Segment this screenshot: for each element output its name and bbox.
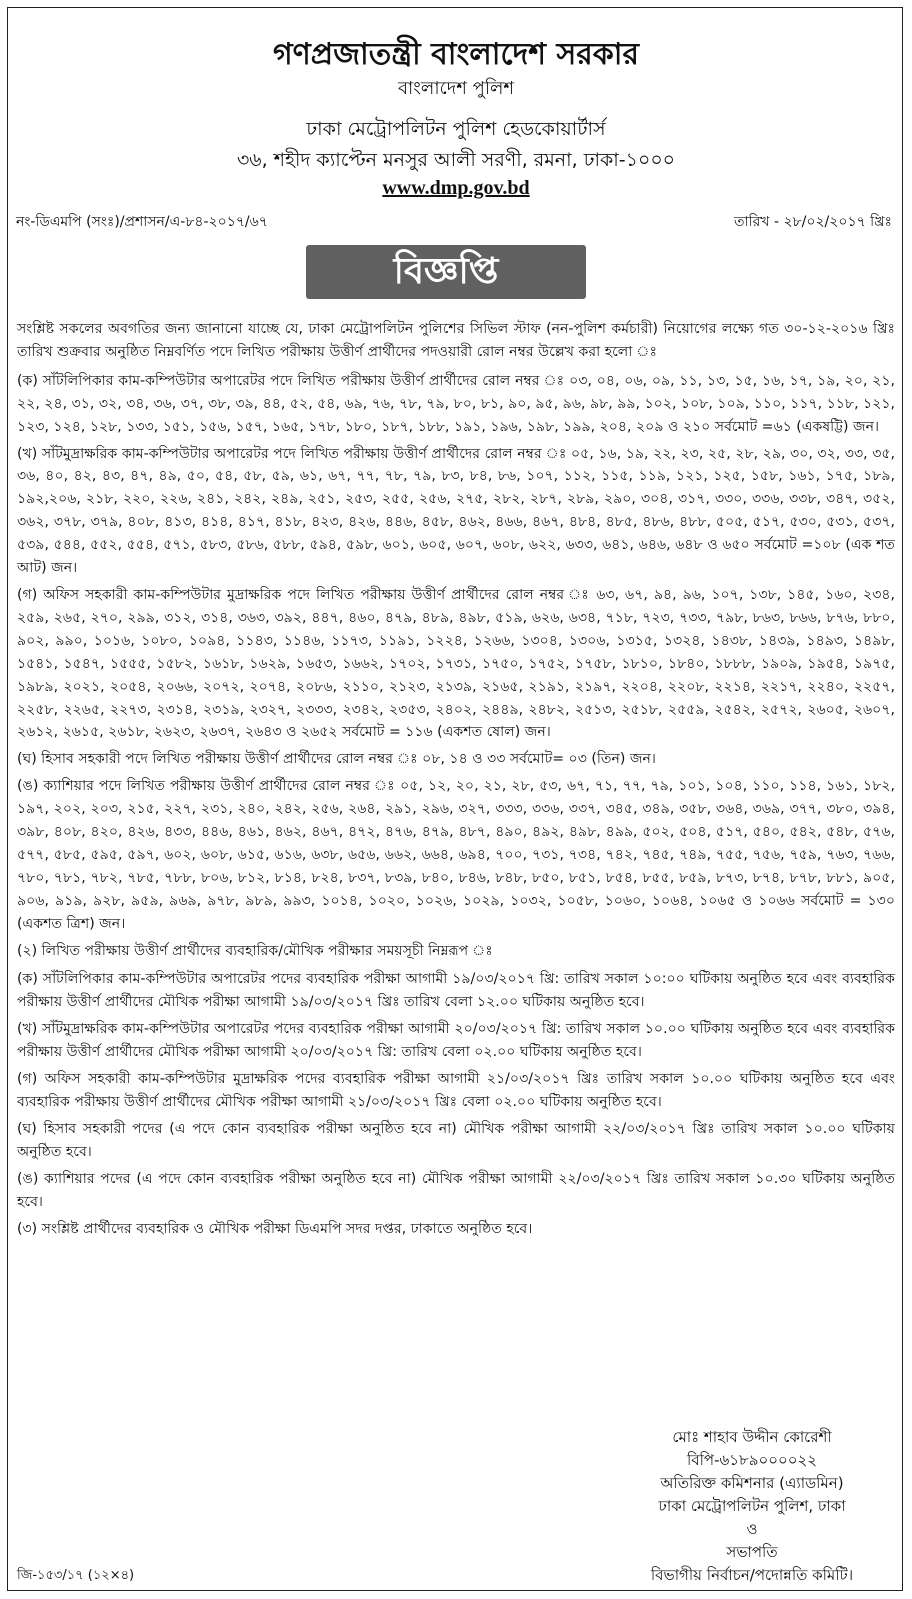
signatory-office: ঢাকা মেট্রোপলিটন পুলিশ, ঢাকা [658, 1497, 846, 1515]
memo-date: তারিখ - ২৮/০২/২০১৭ খ্রিঃ [734, 214, 892, 230]
schedule-item-gha: (ঘ) হিসাব সহকারী পদের (এ পদে কোন ব্যবহারিক পরীক্ষা অনুষ্ঠিত হবে না) মৌখিক পরীক্ষা আগামী ২২/০৩/২০১৭ খ্রিঃ তারিখ সকাল ১০.০০ ঘটিকায় অনুষ্ঠিত হবে। [17, 1120, 895, 1160]
signatory-designation: অতিরিক্ত কমিশনার (এ্যাডমিন) [660, 1474, 844, 1492]
government-title: গণপ্রজাতন্ত্রী বাংলাদেশ সরকার [273, 37, 639, 72]
footer-code: জি-১৫৩/১৭ (১২×৪) [17, 1568, 135, 1583]
notice-banner: বিজ্ঞপ্তি [306, 245, 586, 299]
signatory-bp: বিপি-৬১৮৯০০০০২২ [687, 1451, 817, 1469]
list-item-kha: (খ) সাঁটমুদ্রাক্ষরিক কাম-কম্পিউটার অপারেটর পদে লিখিত পরীক্ষায় উত্তীর্ণ প্রার্থীদের রোল নম্বর ঃ ০৫, ১৬, ১৯, ২২, ২৩, ২৫, ২৮, ২৯, ৩০, ৩২, ৩৩, ৩৫, ৩৬, ৪০, ৪২, ৪৩, ৪৭, ৪৯, ৫০, ৫৪, ৫৮, ৫৯, ৬১, ৬৭, ৭৭, ৭৮, ৭৯, ৮৩, ৮৪, ৮৬, ১০৭, ১১২, ১১৫, ১১৯, ১২১, ১২৫, ১৫৮, ১৬১, ১৭৫, ১৮৯, ১৯২,২০৬, ২১৮, ২২০, ২২৬, ২৪১, ২৪২, ২৪৯, ২৫১, ২৫৩, ২৫৫, ২৫৬, ২৭৫, ২৮২, ২৮৭, ২৮৯, ২৯০, ৩০৪, ৩১৭, ৩৩০, ৩৩৬, ৩৩৮, ৩৪৭, ৩৫২, ৩৬২, ৩৭৮, ৩৭৯, ৪০৮, ৪১৩, ৪১৪, ৪১৭, ৪১৮, ৪২৩, ৪২৬, ৪৪৬, ৪৫৮, ৪৬২, ৪৬৬, ৪৬৭, ৪৮৪, ৪৮৫, ৪৮৬, ৪৮৮, ৫০৫, ৫১৭, ৫৩০, ৫৩১, ৫৩৭, ৫৩৯, ৫৪৪, ৫৫২, ৫৫৪, ৫৭১, ৫৮৩, ৫৮৬, ৫৮৮, ৫৯৪, ৫৯৮, ৬০১, ৬০৫, ৬০৭, ৬০৮, ৬২২, ৬৩৩, ৬৪১, ৬৪৬, ৬৪৮ ও ৬৫০ সর্বমোট =১০৮ (এক শত আট) জন। [17, 445, 895, 577]
venue-note: (৩) সংশ্লিষ্ট প্রার্থীদের ব্যবহারিক ও মৌখিক পরীক্ষা ডিএমপি সদর দপ্তর, ঢাকাতে অনুষ্ঠিত হবে। [17, 1220, 533, 1237]
list-item-gha: (ঘ) হিসাব সহকারী পদে লিখিত পরীক্ষায় উত্তীর্ণ প্রার্থীদের রোল নম্বর ঃ ০৮, ১৪ ও ৩৩ সর্বমোট= ০৩ (তিন) জন। [17, 751, 656, 768]
signatory-committee: বিভাগীয় নির্বাচন/পদোন্নতি কমিটি। [650, 1566, 854, 1584]
hq-title: ঢাকা মেট্রোপলিটন পুলিশ হেডকোয়ার্টার্স [306, 118, 606, 140]
schedule-item-ka: (ক) সাঁটলিপিকার কাম-কম্পিউটার অপারেটর পদের ব্যবহারিক পরীক্ষা আগামী ১৯/০৩/২০১৭ খ্রি: তারিখ সকাল ১০:০০ ঘটিকায় অনুষ্ঠিত হবে এবং ব্যবহারিক পরীক্ষায় উত্তীর্ণ প্রার্থীদের মৌখিক পরীক্ষা আগামী ১৯/০৩/২০১৭ খ্রিঃ তারিখ বেলা ১২.০০ ঘটিকায় অনুষ্ঠিত হবে। [17, 971, 895, 1011]
signature-block [622, 1426, 882, 1587]
schedule-item-umo: (ঙ) ক্যাশিয়ার পদের (এ পদে কোন ব্যবহারিক পরীক্ষা অনুষ্ঠিত হবে না) মৌখিক পরীক্ষা আগামী ২২/০৩/২০১৭ খ্রিঃ তারিখ সকাল ১০.৩০ ঘটিকায় অনুষ্ঠিত হবে। [17, 1170, 895, 1210]
list-item-ka: (ক) সাঁটলিপিকার কাম-কম্পিউটার অপারেটর পদে লিখিত পরীক্ষায় উত্তীর্ণ প্রার্থীদের রোল নম্বর ঃ ০৩, ০৪, ০৬, ০৯, ১১, ১৩, ১৫, ১৬, ১৭, ১৯, ২০, ২১, ২২, ২৪, ৩১, ৩২, ৩৪, ৩৬, ৩৭, ৩৮, ৩৯, ৪৪, ৫২, ৫৪, ৬৯, ৭৬, ৭৮, ৭৯, ৮০, ৮১, ৯০, ৯৫, ৯৬, ৯৮, ৯৯, ১০২, ১০৮, ১০৯, ১১০, ১১৭, ১১৮, ১২১, ১২৩, ১২৪, ১২৮, ১৩৩, ১৫১, ১৫৬, ১৫৭, ১৬৫, ১৭৮, ১৮০, ১৮৭, ১৮৮, ১৯১, ১৯৬, ১৯৮, ১৯৯, ২০৪, ২০৯ ও ২১০ সর্বমোট =৬১ (একষট্টি) জন। [17, 372, 895, 435]
notice-body [17, 318, 895, 1246]
list-item-ga: (গ) অফিস সহকারী কাম-কম্পিউটার মুদ্রাক্ষরিক পদে লিখিত পরীক্ষায় উত্তীর্ণ প্রার্থীদের রোল নম্বর ঃ ৬৩, ৬৭, ৯৪, ৯৬, ১০৭, ১৩৮, ১৪৫, ১৬০, ২৩৪, ২৫৯, ২৬৫, ২৭০, ২৯৯, ৩১২, ৩১৪, ৩৬৩, ৩৯২, ৪৪৭, ৪৬০, ৪৭৯, ৪৮৯, ৪৯৮, ৫১৯, ৬২৬, ৬৩৪, ৭১৮, ৭২৩, ৭৩৩, ৭৯৮, ৮৬৩, ৮৬৬, ৮৭৬, ৮৮০, ৯০২, ৯৯০, ১০১৬, ১০৮০, ১০৯৪, ১১৪৩, ১১৪৬, ১১৭৩, ১১৯১, ১২২৪, ১২৬৬, ১৩০৪, ১৩০৬, ১৩১৫, ১৩২৪, ১৪৩৮, ১৪৩৯, ১৪৯৩, ১৪৯৮, ১৫৪১, ১৫৪৭, ১৫৫৫, ১৫৮২, ১৬১৮, ১৬২৯, ১৬৫৩, ১৬৬২, ১৭০২, ১৭৩১, ১৭৫০, ১৭৫২, ১৭৫৮, ১৮১০, ১৮৪০, ১৮৮৮, ১৯০৯, ১৯৫৪, ১৯৭৫, ১৯৮৯, ২০২১, ২০৫৪, ২০৬৬, ২০৭২, ২০৭৪, ২০৮৬, ২১১০, ২১২৩, ২১৩৯, ২১৬৫, ২১৯১, ২১৯৭, ২২০৪, ২২০৮, ২২১৪, ২২১৭, ২২৪০, ২২৫৭, ২২৫৮, ২২৬৫, ২২৭৩, ২৩১৪, ২৩১৯, ২৩২৭, ২৩৩৩, ২৩৪২, ২৩৫৩, ২৪০২, ২৪৪৯, ২৪৮২, ২৫১৩, ২৫১৮, ২৫৫৯, ২৫৪২, ২৫৭২, ২৬০৫, ২৬০৭, ২৬১২, ২৬১৫, ২৬১৮, ২৬২৩, ২৬৩৭, ২৬৪৩ ও ২৬৫২ সর্বমোট = ১১৬ (একশত ষোল) জন। [17, 586, 895, 741]
schedule-item-kha: (খ) সাঁটমুদ্রাক্ষরিক কাম-কম্পিউটার অপারেটর পদের ব্যবহারিক পরীক্ষা আগামী ২০/০৩/২০১৭ খ্রি: তারিখ সকাল ১০.০০ ঘটিকায় অনুষ্ঠিত হবে এবং ব্যবহারিক পরীক্ষায় উত্তীর্ণ প্রার্থীদের মৌখিক পরীক্ষা আগামী ২০/০৩/২০১৭ খ্রি: তারিখ বেলা ০২.০০ ঘটিকায় অনুষ্ঠিত হবে। [17, 1021, 895, 1061]
signatory-name: মোঃ শাহাব উদ্দীন কোরেশী [672, 1428, 832, 1446]
schedule-heading: (২) লিখিত পরীক্ষায় উত্তীর্ণ প্রার্থীদের ব্যবহারিক/মৌখিক পরীক্ষার সময়সূচী নিম্নরূপ ঃ [17, 942, 493, 959]
signatory-role: সভাপতি [726, 1543, 778, 1561]
website-link[interactable]: www.dmp.gov.bd [382, 177, 530, 199]
schedule-item-ga: (গ) অফিস সহকারী কাম-কম্পিউটার মুদ্রাক্ষরিক পদের ব্যবহারিক পরীক্ষা আগামী ২১/০৩/২০১৭ খ্রিঃ তারিখ সকাল ১০.০০ ঘটিকায় অনুষ্ঠিত হবে এবং ব্যবহারিক পরীক্ষায় উত্তীর্ণ প্রার্থীদের মৌখিক পরীক্ষা আগামী ২১/০৩/২০১৭ খ্রিঃ বেলা ০২.০০ ঘটিকায় অনুষ্ঠিত হবে। [17, 1071, 895, 1110]
intro-paragraph: সংশ্লিষ্ট সকলের অবগতির জন্য জানানো যাচ্ছে যে, ঢাকা মেট্রোপলিটন পুলিশের সিভিল স্টাফ (নন-পুলিশ কর্মচারী) নিয়োগের লক্ষ্যে গত ৩০-১২-২০১৬ খ্রিঃ তারিখ শুক্রবার অনুষ্ঠিত নিম্নবর্ণিত পদে লিখিত পরীক্ষায় উত্তীর্ণ প্রার্থীদের পদওয়ারী রোল নম্বর উল্লেখ করা হলো ঃ [17, 321, 895, 360]
signatory-and: ও [746, 1520, 758, 1538]
office-address: ৩৬, শহীদ ক্যাপ্টেন মনসুর আলী সরণী, রমনা, ঢাকা-১০০০ [236, 149, 676, 171]
list-item-umo: (ঙ) ক্যাশিয়ার পদে লিখিত পরীক্ষায় উত্তীর্ণ প্রার্থীদের রোল নম্বর ঃ ০৫, ১২, ২০, ২১, ২৮, ৫৩, ৬৭, ৭১, ৭৭, ৭৯, ১০১, ১০৪, ১১০, ১১৪, ১৬১, ১৮২, ১৯৭, ২০২, ২০৩, ২১৫, ২২৭, ২৩১, ২৪০, ২৪২, ২৫৬, ২৬৪, ২৯১, ২৯৬, ৩২৭, ৩৩৩, ৩৩৬, ৩৩৭, ৩৪৫, ৩৪৯, ৩৫৮, ৩৬৪, ৩৬৯, ৩৭৭, ৩৮০, ৩৯৪, ৩৯৮, ৪০৮, ৪২০, ৪২৬, ৪৩৩, ৪৪৬, ৪৬১, ৪৬২, ৪৬৭, ৪৭২, ৪৭৬, ৪৭৯, ৪৮৭, ৪৯০, ৪৯২, ৪৯৮, ৪৯৯, ৫০২, ৫০৪, ৫১৭, ৫৪০, ৫৪২, ৫৪৮, ৫৭৬, ৫৭৭, ৫৮৫, ৫৯৫, ৫৯৭, ৬০২, ৬০৮, ৬১৫, ৬১৬, ৬৩৮, ৬৫৬, ৬৬২, ৬৬৪, ৬৯৪, ৭০০, ৭৩১, ৭৩৪, ৭৪২, ৭৪৫, ৭৪৯, ৭৫৫, ৭৫৬, ৭৫৯, ৭৬৩, ৭৬৬, ৭৮০, ৭৮১, ৭৮২, ৭৮৫, ৭৮৮, ৮০৬, ৮১২, ৮১৪, ৮২৪, ৮৩৭, ৮৩৯, ৮৪০, ৮৪৬, ৮৪৮, ৮৫০, ৮৫১, ৮৫৪, ৮৫৫, ৮৫৯, ৮৭৩, ৮৭৪, ৮৭৮, ৮৮১, ৯০৫, ৯০৬, ৯১৯, ৯২৮, ৯৫৯, ৯৬৯, ৯৭৮, ৯৮৯, ৯৯৩, ১০১৪, ১০২০, ১০২৬, ১০২৯, ১০৩২, ১০৫৮, ১০৬০, ১০৬৪, ১০৬৫ ও ১০৬৬ সর্বমোট = ১৩০ (একশত ত্রিশ) জন। [17, 778, 895, 932]
police-title: বাংলাদেশ পুলিশ [397, 78, 515, 99]
memo-number: নং-ডিএমপি (সংঃ)/প্রশাসন/এ-৮৪-২০১৭/৬৭ [16, 214, 268, 230]
